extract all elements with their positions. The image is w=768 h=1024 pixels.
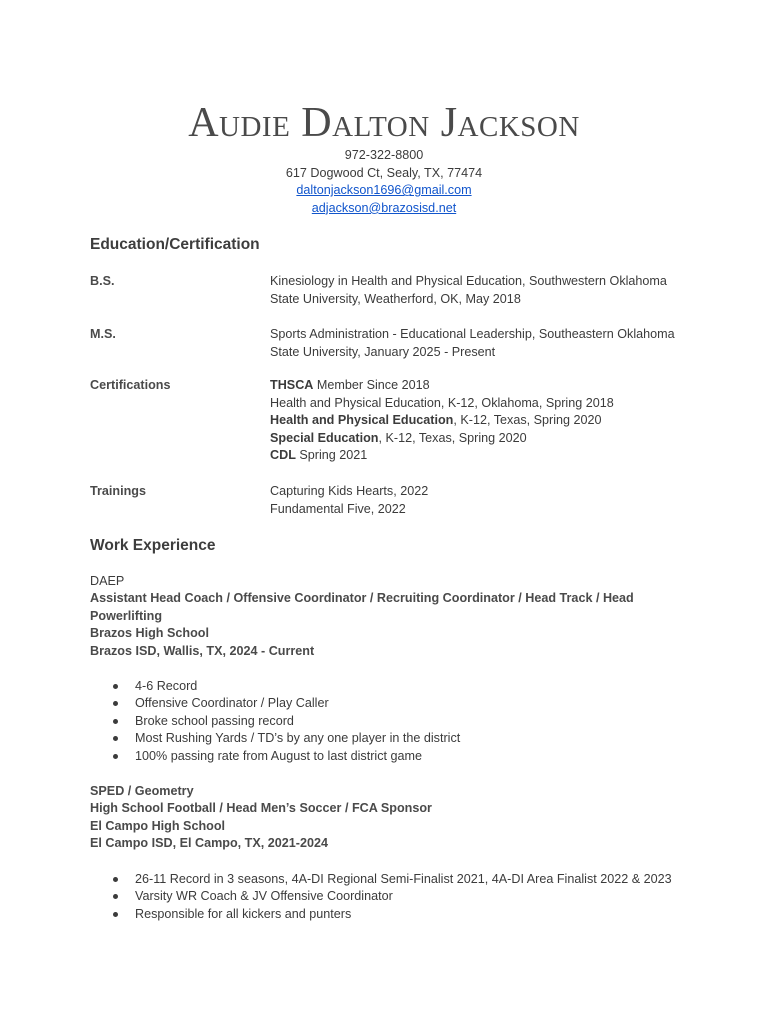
bullet-icon [113,877,118,882]
bullet-icon [113,701,118,706]
training-item: Fundamental Five, 2022 [270,501,406,516]
degree-bs-line2: State University, Weatherford, OK, May 2018 [270,291,521,306]
education-heading: Education/Certification [90,236,260,253]
certification-item: THSCA Member Since 2018 [270,378,430,392]
list-item: 100% passing rate from August to last district game [90,748,710,765]
work-experience-heading: Work Experience [90,537,216,554]
degree-details-ms [270,326,690,361]
phone-number: 972-322-8800 [344,148,424,162]
certification-item: Health and Physical Education, K-12, Texas, Spring 2020 [270,413,602,428]
list-item: Varsity WR Coach & JV Offensive Coordinator [90,888,710,905]
training-item: Capturing Kids Hearts, 2022 [270,484,429,498]
degree-ms-line1: Sports Administration - Educational Leadership, Southeastern Oklahoma [270,327,675,341]
bullet-icon [113,894,118,899]
job-school: El Campo High School [90,818,226,833]
job-highlights-brazos [90,678,710,765]
certifications-label: Certifications [90,378,171,392]
bullet-icon [113,736,118,741]
list-item: 26-11 Record in 3 seasons, 4A-DI Regional Semi-Finalist 2021, 4A-DI Area Finalist 2022 & 2023 [90,871,710,888]
job-entry-brazos [90,573,650,660]
trainings-label: Trainings [90,484,146,498]
list-item: Offensive Coordinator / Play Caller [90,695,710,712]
certification-item: Special Education, K-12, Texas, Spring 2020 [270,430,527,445]
job-subject: SPED / Geometry [90,784,194,798]
certifications-list [270,377,690,465]
job-school: Brazos High School [90,626,209,641]
certification-item: Health and Physical Education, K-12, Oklahoma, Spring 2018 [270,395,614,410]
degree-details-bs [270,273,690,308]
work-email-link[interactable]: adjackson@brazosisd.net [311,200,457,215]
degree-label-ms: M.S. [90,327,116,341]
list-item: Broke school passing record [90,713,710,730]
degree-label-bs: B.S. [90,274,115,288]
bullet-icon [113,912,118,917]
job-role-continued: Powerlifting [90,608,163,623]
list-item: 4-6 Record [90,678,710,695]
job-highlights-el-campo [90,871,710,923]
degree-bs-line1: Kinesiology in Health and Physical Education, Southwestern Oklahoma [270,274,667,288]
job-district: El Campo ISD, El Campo, TX, 2021-2024 [90,836,328,851]
certification-item: CDL Spring 2021 [270,448,368,463]
trainings-list [270,483,690,518]
list-item: Most Rushing Yards / TD’s by any one player in the district [90,730,710,747]
list-item: Responsible for all kickers and punters [90,906,710,923]
bullet-icon [113,719,118,724]
job-role: High School Football / Head Men’s Soccer / FCA Sponsor [90,801,432,816]
personal-email-link[interactable]: daltonjackson1696@gmail.com [296,183,472,198]
job-role: Assistant Head Coach / Offensive Coordinator / Recruiting Coordinator / Head Track / Head [90,591,634,606]
degree-ms-line2: State University, January 2025 - Present [270,344,496,359]
contact-block [0,147,768,217]
bullet-icon [113,684,118,689]
job-subject: DAEP [90,574,125,588]
bullet-icon [113,754,118,759]
job-entry-el-campo [90,783,650,853]
job-district: Brazos ISD, Wallis, TX, 2024 - Current [90,643,315,658]
candidate-name: Audie Dalton Jackson [188,100,580,146]
mailing-address: 617 Dogwood Ct, Sealy, TX, 77474 [285,165,483,180]
